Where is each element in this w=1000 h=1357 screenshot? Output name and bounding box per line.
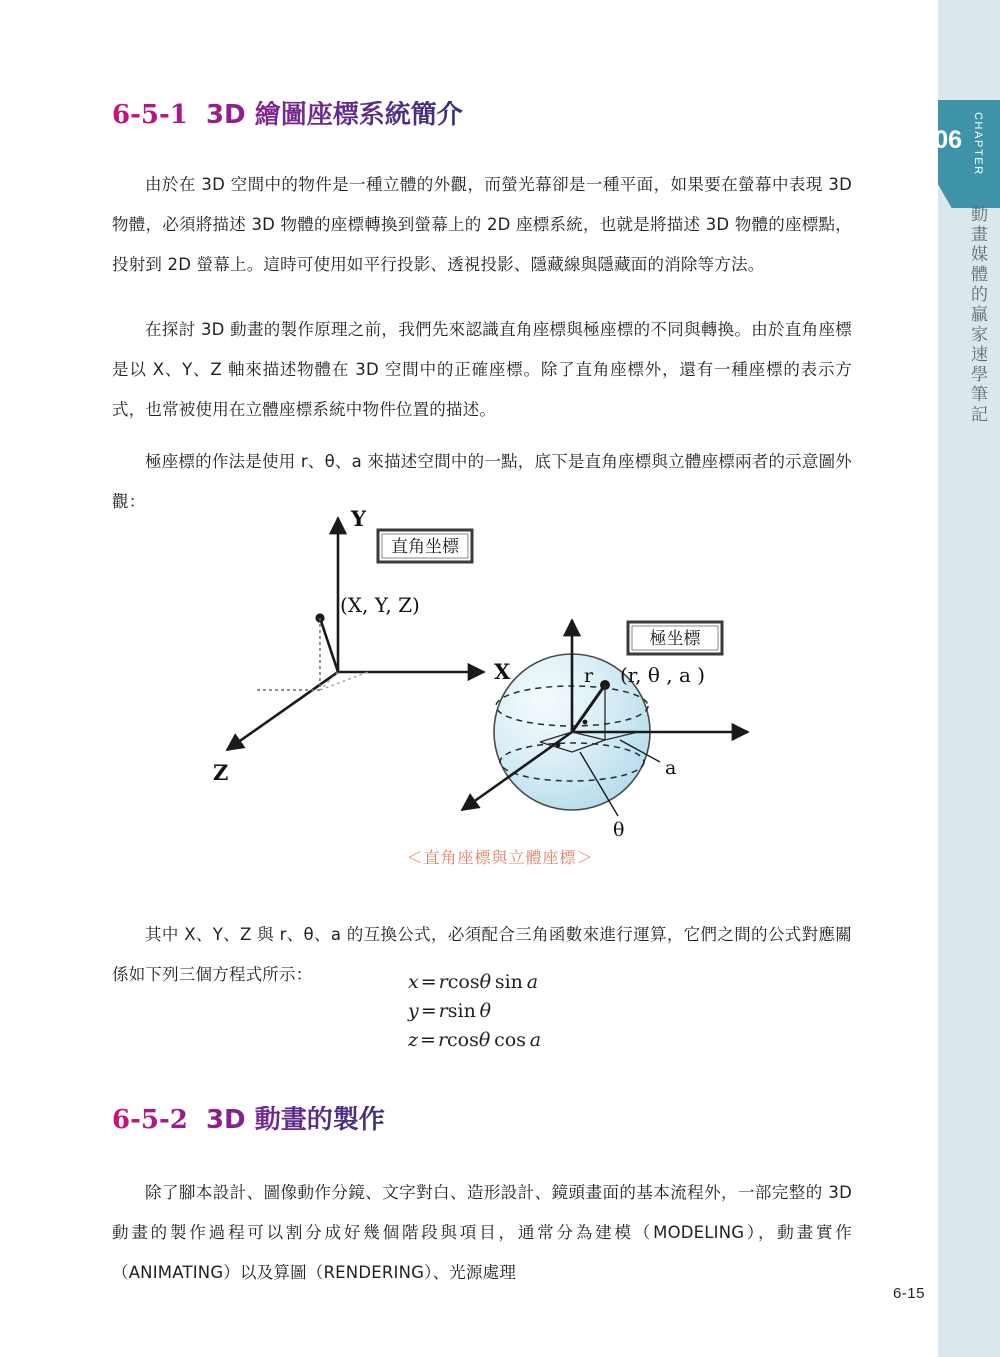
equation-z-lhs: z xyxy=(408,1029,419,1051)
paragraph-4: 其中 X、Y、Z 與 r、θ、a 的互換公式，必須配合三角函數來進行運算，它們之間的公式對應關係如下列三個方程式所示： xyxy=(112,924,852,984)
chapter-tab-shape xyxy=(938,100,1000,208)
heading-6-5-1-title: 3D 繪圖座標系統簡介 xyxy=(205,100,463,130)
cartesian-box-label xyxy=(378,530,472,562)
cartesian-z-label: Z xyxy=(213,760,229,785)
equation-x-cos: cos xyxy=(447,971,480,993)
polar-radius-label: r xyxy=(584,665,594,687)
heading-6-5-1 xyxy=(112,101,463,130)
coordinate-systems-figure xyxy=(150,500,850,890)
polar-box-label-text: 極坐標 xyxy=(649,629,701,649)
equation-x-sin: sin xyxy=(494,971,523,993)
cartesian-z-axis xyxy=(227,672,338,750)
paragraph-1: 由於在 3D 空間中的物件是一種立體的外觀，而螢光幕卻是一種平面，如果要在螢幕中表現 3D 物體，必須將描述 3D 物體的座標轉換到螢幕上的 2D 座標系統，也就是將描述 3D 物體的座標點，投射到 2D 螢幕上。這時可使用如平行投影、透視投影、隱藏線與隱藏面的消除等方法。 xyxy=(112,174,852,274)
paragraph-3: 極座標的作法是使用 r、θ、a 來描述空間中的一點，底下是直角座標與立體座標兩者的示意圖外觀： xyxy=(112,451,852,511)
equation-y-lhs: y xyxy=(408,1000,419,1022)
paragraph-2: 在探討 3D 動畫的製作原理之前，我們先來認識直角座標與極座標的不同與轉換。由於直角座標是以 X、Y、Z 軸來描述物體在 3D 空間中的正確座標。除了直角座標外，還有一種座標的表示方式，也常被使用在立體座標系統中物件位置的描述。 xyxy=(112,319,852,419)
figure-caption: ＜直角座標與立體座標＞ xyxy=(406,848,594,867)
polar-point-label: (r, θ , a ) xyxy=(620,663,706,687)
equation-x-lhs: x xyxy=(408,971,419,993)
equation-z xyxy=(408,1026,541,1055)
equation-z-r: r xyxy=(437,1029,448,1051)
equation-x-a: a xyxy=(526,971,539,993)
equation-y-theta: θ xyxy=(479,1000,492,1022)
equation-z-a: a xyxy=(529,1029,542,1051)
polar-angle-dot-1 xyxy=(583,720,588,725)
equation-z-cos1: cos xyxy=(447,1029,479,1051)
paragraph-5: 除了腳本設計、圖像動作分鏡、文字對白、造形設計、鏡頭畫面的基本流程外，一部完整的 3D 動畫的製作過程可以割分成好幾個階段與項目，通常分為建模（MODELING），動畫實作（ANIMATING）以及算圖（RENDERING）、光源處理 xyxy=(112,1182,852,1282)
chapter-vertical-title: 動畫媒體的贏家速學筆記 xyxy=(967,205,987,425)
equation-x-theta: θ xyxy=(479,971,492,993)
polar-theta-label: θ xyxy=(613,819,625,840)
equation-x-r: r xyxy=(438,971,448,993)
coordinate-diagram-svg xyxy=(150,500,850,840)
polar-angle-dot-2 xyxy=(556,743,561,748)
cartesian-box-label-text: 直角坐標 xyxy=(391,537,459,557)
equation-y-equals: = xyxy=(420,1000,437,1022)
conversion-equations xyxy=(408,968,541,1055)
cartesian-y-label: Y xyxy=(351,506,366,531)
cartesian-position-vector xyxy=(320,618,338,672)
cartesian-x-label: X xyxy=(494,659,511,684)
equation-x xyxy=(408,968,541,997)
chapter-word-label: CHAPTER xyxy=(972,112,984,176)
equation-z-theta: θ xyxy=(478,1029,491,1051)
heading-6-5-1-number: 6-5-1 xyxy=(112,100,188,130)
equation-y-sin: sin xyxy=(447,1000,476,1022)
equation-x-equals: = xyxy=(420,971,437,993)
cartesian-point-label: (X, Y, Z) xyxy=(340,593,420,617)
page-number: 6-15 xyxy=(892,1285,925,1302)
polar-azimuth-label: a xyxy=(665,757,677,779)
chapter-number-label: 06 xyxy=(934,126,962,154)
heading-6-5-2-title: 3D 動畫的製作 xyxy=(205,1105,385,1135)
heading-6-5-2 xyxy=(112,1106,385,1135)
equation-z-cos2: cos xyxy=(494,1029,526,1051)
equation-y xyxy=(408,997,541,1026)
heading-6-5-2-number: 6-5-2 xyxy=(112,1105,188,1135)
equation-z-equals: = xyxy=(420,1029,436,1051)
equation-y-r: r xyxy=(438,1000,448,1022)
polar-box-label xyxy=(628,622,722,654)
